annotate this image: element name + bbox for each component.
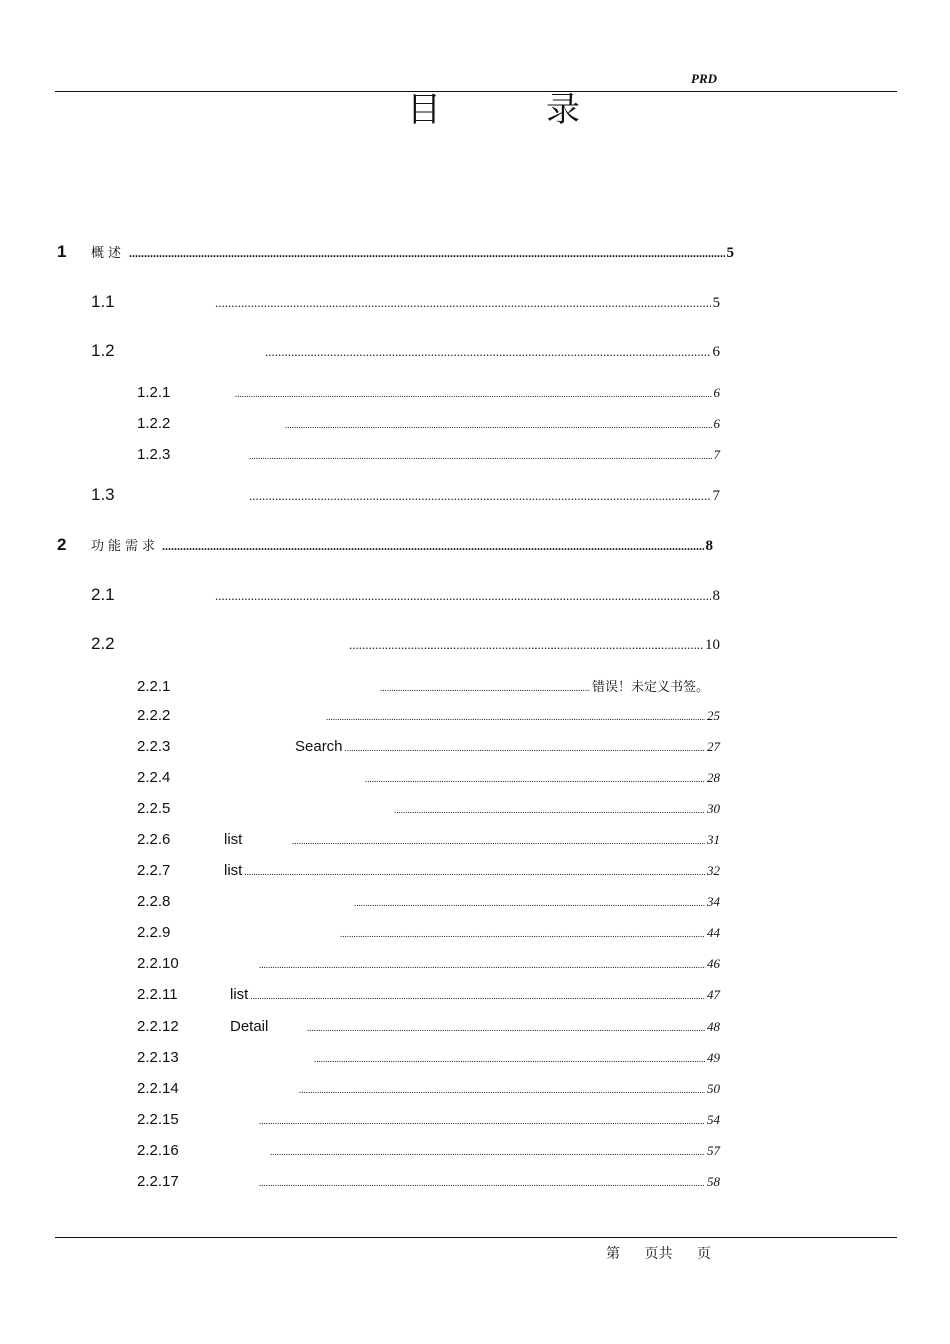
toc-entry-number: 2.2.9 [137,924,171,941]
toc-entry-1-1[interactable] [91,292,720,312]
toc-entry-2-2-2[interactable] [137,707,720,724]
toc-entry-number: 2.2.4 [137,769,171,786]
toc-entry-number: 2.2.2 [137,707,171,724]
toc-entry-page: 34 [707,894,720,909]
toc-entry-2-2-11[interactable] [137,986,720,1003]
toc-entry-page: 25 [707,708,720,723]
toc-entry-2-2-13[interactable] [137,1049,720,1066]
header-rule [55,91,897,92]
toc-leader-dots [129,246,725,261]
toc-entry-page: 6 [713,416,720,431]
toc-entry-number: 2.2.1 [137,678,171,695]
toc-entry-page: 6 [712,344,720,360]
toc-leader-dots [250,991,705,1001]
toc-entry-page: 8 [712,588,720,604]
toc-leader-dots [249,488,711,504]
page-footer: 第 页共 页 [606,1246,711,1262]
toc-entry-number: 1 [57,242,67,261]
toc-leader-dots [259,960,705,970]
toc-leader-dots [244,867,705,877]
toc-entry-2-2-14[interactable] [137,1080,720,1097]
toc-entry-1-3[interactable] [91,485,720,505]
toc-title-char-2: 录 [546,90,580,130]
toc-entry-number: 1.2.2 [137,415,171,432]
toc-leader-dots [259,1178,705,1188]
toc-leader-dots [365,774,705,784]
toc-leader-dots [259,1116,705,1126]
toc-entry-2-2-10[interactable] [137,955,720,972]
toc-entry-page: 54 [707,1112,720,1127]
toc-entry-page: 27 [707,739,720,754]
toc-entry-number: 2.2.7 [137,862,171,879]
toc-entry-page: 44 [707,925,720,940]
toc-entry-page: 31 [707,832,720,847]
toc-entry-page: 7 [712,488,720,504]
toc-entry-number: 2.2.17 [137,1173,179,1190]
toc-entry-2-1[interactable] [91,585,720,605]
toc-leader-dots [270,1147,705,1157]
toc-leader-dots [215,588,711,604]
toc-entry-2-2-16[interactable] [137,1142,720,1159]
toc-leader-dots [380,683,590,693]
toc-entry-2-2[interactable] [91,634,720,654]
toc-entry-2-2-4[interactable] [137,769,720,786]
toc-entry-page: 7 [713,447,720,462]
toc-entry-number: 2.2.12 [137,1018,179,1035]
toc-leader-dots [354,898,705,908]
toc-entry-number: 2.2.13 [137,1049,179,1066]
toc-entry-page: 46 [707,956,720,971]
toc-entry-page: 30 [707,801,720,816]
toc-leader-dots [292,836,705,846]
toc-entry-1[interactable] [57,242,734,262]
toc-entry-2-2-15[interactable] [137,1111,720,1128]
toc-entry-label: list [224,831,243,848]
toc-entry-number: 2.2.16 [137,1142,179,1159]
document-code: PRD [691,71,717,86]
toc-leader-dots [307,1023,705,1033]
toc-entry-1-2-2[interactable] [137,415,720,432]
footer-rule [55,1237,897,1238]
toc-entry-label: 功能需求 [91,539,160,554]
toc-entry-page: 58 [707,1174,720,1189]
toc-entry-1-2[interactable] [91,341,720,361]
toc-entry-number: 1.1 [91,292,115,311]
toc-entry-page: 28 [707,770,720,785]
toc-entry-2-2-5[interactable] [137,800,720,817]
toc-entry-1-2-1[interactable] [137,384,720,401]
toc-leader-dots [285,420,712,430]
toc-entry-page: 6 [713,385,720,400]
toc-entry-page: 50 [707,1081,720,1096]
toc-entry-page: 47 [707,987,720,1002]
toc-leader-dots [394,805,705,815]
toc-entry-number: 2.2.6 [137,831,171,848]
toc-entry-page: 10 [705,637,720,653]
toc-leader-dots [265,344,711,360]
toc-entry-number: 2.2.10 [137,955,179,972]
toc-entry-page: 48 [707,1019,720,1034]
toc-entry-number: 2.2 [91,634,115,653]
toc-leader-dots [299,1085,705,1095]
toc-entry-page: 32 [707,863,720,878]
toc-entry-number: 2 [57,535,67,554]
toc-entry-label: 概述 [91,246,126,261]
toc-entry-2-2-7[interactable] [137,862,720,879]
toc-entry-page: 5 [726,245,734,261]
toc-leader-dots [249,451,712,461]
toc-entry-2-2-3[interactable] [137,738,720,755]
toc-leader-dots [162,539,704,554]
toc-entry-number: 2.2.8 [137,893,171,910]
toc-entry-number: 2.2.11 [137,986,178,1003]
toc-entry-2-2-9[interactable] [137,924,720,941]
toc-entry-label: list [230,986,249,1003]
toc-entry-page: 5 [712,295,720,311]
toc-leader-dots [340,929,705,939]
toc-entry-page: 57 [707,1143,720,1158]
toc-entry-2-2-12[interactable] [137,1018,720,1035]
toc-entry-number: 2.2.3 [137,738,171,755]
toc-leader-dots [314,1054,705,1064]
toc-entry-2[interactable] [57,535,713,555]
toc-entry-number: 2.2.5 [137,800,171,817]
toc-leader-dots [326,712,705,722]
toc-leader-dots [349,637,703,653]
toc-entry-number: 1.2.1 [137,384,171,401]
toc-entry-page: 8 [705,538,713,554]
toc-entry-number: 1.2.3 [137,446,171,463]
toc-entry-2-2-8[interactable] [137,893,720,910]
toc-entry-number: 1.3 [91,485,115,504]
toc-leader-dots [215,295,711,311]
toc-entry-label: list [224,862,243,879]
toc-entry-number: 2.1 [91,585,115,604]
toc-entry-2-2-17[interactable] [137,1173,720,1190]
toc-entry-number: 2.2.14 [137,1080,179,1097]
toc-entry-1-2-3[interactable] [137,446,720,463]
toc-title-char-1: 目 [407,90,441,130]
toc-entry-number: 2.2.15 [137,1111,179,1128]
toc-entry-label: Detail [230,1018,269,1035]
toc-entry-number: 1.2 [91,341,115,360]
toc-leader-dots [345,743,705,753]
toc-entry-2-2-1[interactable] [137,676,720,695]
toc-entry-label: Search [295,738,343,755]
toc-entry-page: 错误！未定义书签。 [592,680,710,695]
toc-entry-2-2-6[interactable] [137,831,720,848]
toc-leader-dots [235,389,712,399]
toc-entry-page: 49 [707,1050,720,1065]
